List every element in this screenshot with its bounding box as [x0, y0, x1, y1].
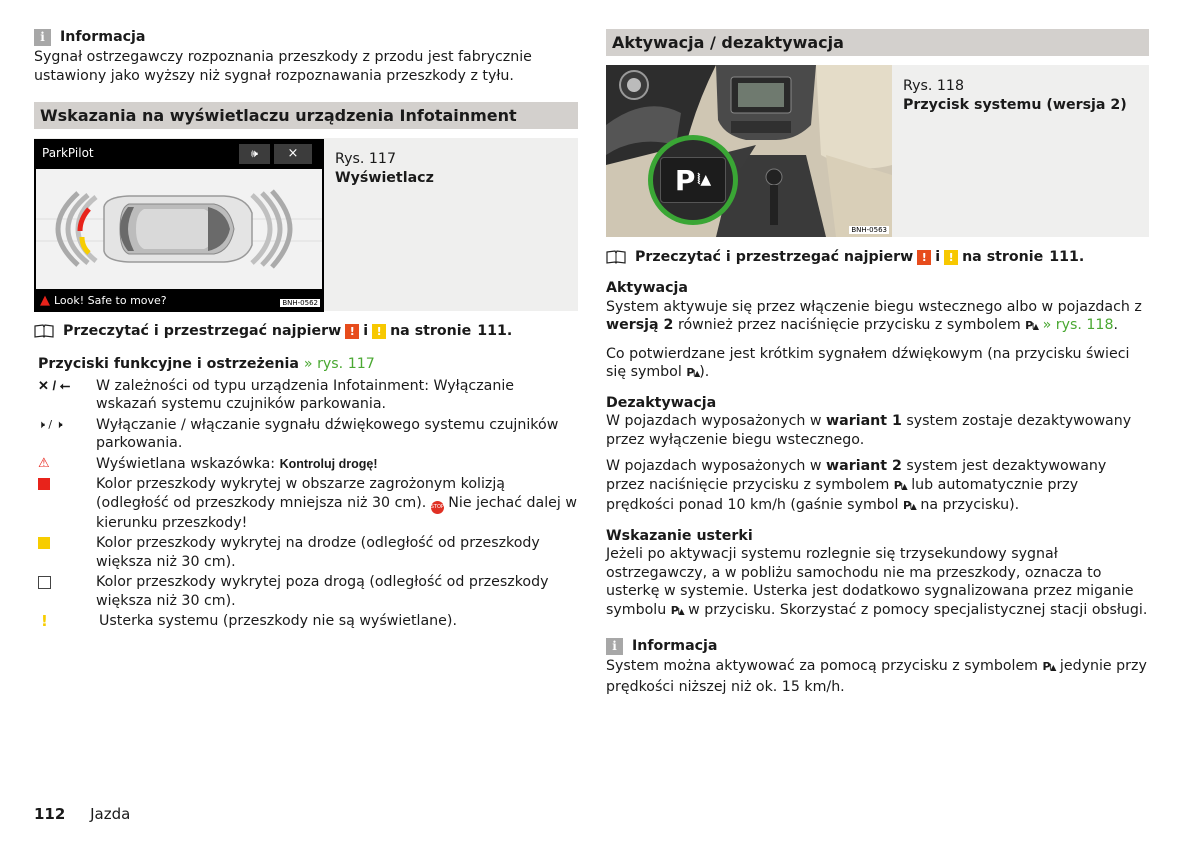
figure-number: Rys. 117	[335, 151, 396, 167]
figure-number: Rys. 118	[903, 78, 964, 94]
figure-link[interactable]: » rys. 118	[1042, 317, 1114, 333]
page-number: 112	[34, 805, 66, 823]
warning-yellow-icon: !	[372, 324, 386, 339]
white-square-icon	[38, 576, 51, 589]
dashboard-photo-graphic	[606, 65, 892, 237]
legend-item-yellow: Kolor przeszkody wykrytej na drodze (odległość od przeszkody większa niż 30 cm).	[38, 534, 578, 571]
screen-close-icon: ×	[274, 144, 312, 164]
red-square-icon	[38, 478, 50, 490]
figure-code: BNH-0563	[851, 226, 887, 234]
parking-sensor-icon: P	[893, 478, 901, 492]
page-footer	[34, 805, 130, 823]
info-note-heading	[34, 26, 578, 48]
parking-sensor-icon: P	[686, 366, 694, 379]
info-label: Informacja	[60, 29, 146, 45]
parking-sensor-icon: P ⦚▲	[660, 157, 726, 203]
deactivation-text-1: W pojazdach wyposażonych w wariant 1 system zostaje dezaktywowany przez wyłączenie biegu wstecznego.	[606, 413, 1132, 448]
figure-117	[34, 138, 578, 311]
speaker-icon: 🕨 / 🕨	[38, 417, 63, 431]
close-back-icon: ✕ / ⭠	[38, 377, 71, 393]
info-label: Informacja	[632, 638, 718, 654]
chapter-name: Jazda	[90, 805, 131, 823]
infotainment-screen-illustration	[34, 139, 324, 312]
activation-title: Aktywacja	[606, 280, 688, 296]
stop-icon: STOP	[431, 501, 444, 514]
deactivation-title: Dezaktywacja	[606, 394, 717, 411]
read-first-note: Przeczytać i przestrzegać najpierw ! i ! na stronie 111.	[34, 321, 578, 341]
deactivation-text-2: W pojazdach wyposażonych w wariant 2 system jest dezaktywowany przez naciśnięcie przycisku z symbolem P⦚▲ lub automatycznie przy prędkości ponad 10 km/h (gaśnie symbol P⦚▲ na przycisku).	[606, 458, 1107, 513]
info-icon: i	[34, 29, 51, 46]
parking-sensor-icon: P	[1042, 660, 1050, 673]
right-column	[606, 26, 1149, 696]
figure-title: Przycisk systemu (wersja 2)	[903, 97, 1127, 113]
screen-title: ParkPilot	[42, 146, 94, 160]
page-reference[interactable]: 111.	[477, 323, 513, 339]
warning-red-icon: !	[345, 324, 359, 339]
info-note-text: System można aktywować za pomocą przycisku z symbolem P⦚▲ jedynie przy prędkości niższej niż ok. 15 km/h.	[606, 658, 1147, 695]
deactivation-block	[606, 394, 1149, 517]
yellow-square-icon	[38, 537, 50, 549]
section-title: Aktywacja / dezaktywacja	[612, 33, 844, 52]
screen-sound-icon: 🕪	[239, 144, 270, 164]
activation-block	[606, 279, 1149, 384]
figure-caption	[324, 138, 434, 311]
figure-code: BNH-0562	[282, 299, 318, 307]
legend-item-warning: ⚠ Wyświetlana wskazówka: Kontroluj drogę!	[38, 455, 378, 472]
parking-sensor-icon: P	[1025, 319, 1033, 332]
legend-item-white: Kolor przeszkody wykrytej poza drogą (odległość od przeszkody większa niż 30 cm).	[38, 573, 578, 610]
info-note-text: Sygnał ostrzegawczy rozpoznania przeszkody z przodu jest fabrycznie ustawiony jako wyższy niż sygnał rozpoznawania przeszkody z tyłu.	[34, 49, 532, 84]
legend-item-sound: 🕨 / 🕨 Wyłączanie / włączanie sygnału dźwiękowego systemu czujników parkowania.	[38, 416, 559, 451]
left-column	[34, 26, 578, 633]
warning-yellow-icon: !	[944, 250, 958, 265]
fault-text: Jeżeli po aktywacji systemu rozlegnie się trzysekundowy sygnał ostrzegawczy, a w pobliżu samochodu nie ma przeszkody, oznacza to usterkę w systemie. Usterka jest dodatkowo sygnalizowana przez miganie symbolu P⦚▲ w przycisku. Skorzystać z pomocy specjalistycznej stacji obsługi.	[606, 546, 1148, 618]
activation-text: System aktywuje się przez włączenie biegu wstecznego albo w pojazdach z wersją 2 również przez naciśnięcie przycisku z symbolem P⦚▲ » rys. 118.	[606, 298, 1142, 333]
section-title: Wskazania na wyświetlaczu urządzenia Infotainment	[40, 106, 517, 125]
activation-confirm-text: Co potwierdzane jest krótkim sygnałem dźwiękowym (na przycisku świeci się symbol P⦚▲).	[606, 345, 1130, 380]
figure-title: Wyświetlacz	[335, 170, 434, 186]
book-icon	[34, 324, 54, 338]
legend-title: Przyciski funkcyjne i ostrzeżenia » rys. 117	[38, 356, 375, 372]
screen-warning-text: Look! Safe to move?	[54, 294, 167, 307]
fault-title: Wskazanie usterki	[606, 527, 753, 544]
parking-sensor-icon: P	[902, 499, 910, 512]
parking-sensor-icon: P	[670, 603, 678, 617]
fault-block	[606, 527, 1149, 622]
read-first-note: Przeczytać i przestrzegać najpierw ! i ! na stronie 111.	[606, 247, 1149, 267]
exclamation-icon: !	[41, 612, 48, 630]
screen-warning-line	[40, 293, 167, 308]
info-icon: i	[606, 638, 623, 655]
parking-button-callout	[648, 135, 738, 225]
legend-item-red: Kolor przeszkody wykrytej w obszarze zagrożonym kolizją (odległość od przeszkody mniejsza niż 30 cm). STOP Nie jechać dalej w kierunku przeszkody!	[38, 475, 578, 532]
figure-caption	[892, 65, 1127, 237]
section-heading-activation	[606, 29, 1149, 56]
dashboard-illustration	[606, 65, 892, 237]
legend-item-off: ✕ / ⭠ W zależności od typu urządzenia Infotainment: Wyłączanie wskazań systemu czujników parkowania.	[38, 377, 514, 412]
legend-item-fault: ! Usterka systemu (przeszkody nie są wyświetlane).	[38, 612, 578, 631]
section-heading-display	[34, 102, 578, 129]
book-icon	[606, 250, 626, 264]
figure-link[interactable]: » rys. 117	[303, 356, 375, 372]
legend-block	[34, 355, 578, 631]
info-note-2	[606, 635, 1149, 696]
page-reference[interactable]: 111.	[1049, 249, 1085, 265]
warning-triangle-icon: ▲	[40, 293, 50, 308]
warning-triangle-icon: ⚠	[38, 455, 50, 471]
figure-118	[606, 65, 1149, 237]
car-top-view	[104, 196, 252, 262]
warning-red-icon: !	[917, 250, 931, 265]
parking-graphic	[34, 139, 324, 312]
